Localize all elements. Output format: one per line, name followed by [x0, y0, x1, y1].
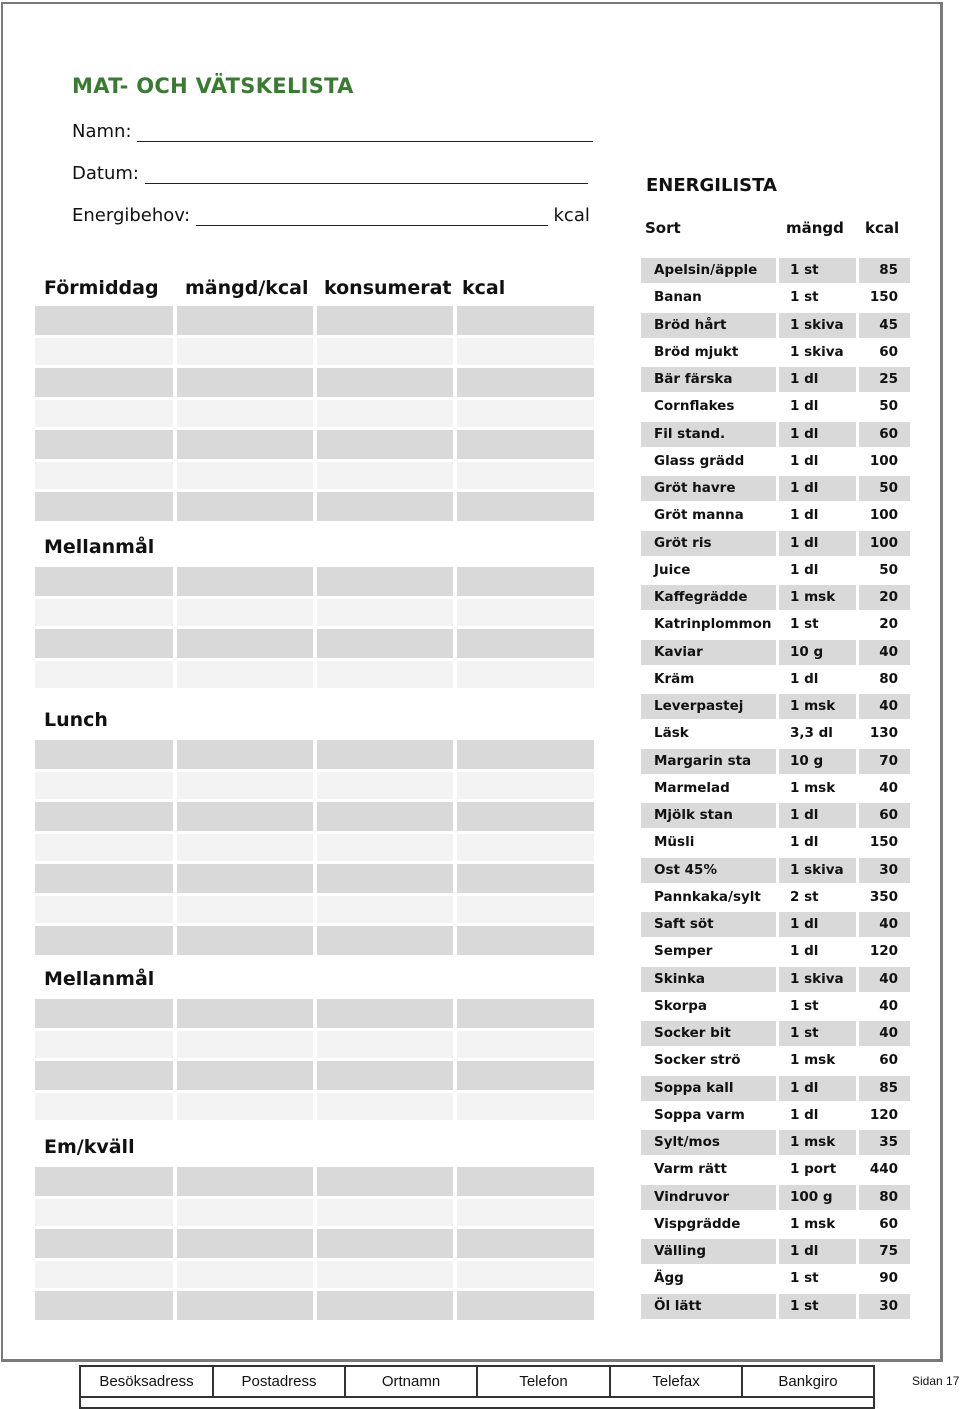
meal-consumed-cell[interactable] — [317, 926, 453, 955]
meal-amount-cell[interactable] — [177, 1199, 313, 1226]
energilista-kcal-cell: 350 — [869, 888, 898, 905]
footer-besoksadress: Besöksadress — [81, 1367, 214, 1397]
meal-item-cell[interactable] — [35, 999, 173, 1028]
meal-amount-cell[interactable] — [177, 1167, 313, 1196]
energilista-kcal-cell: 90 — [879, 1270, 898, 1287]
energilista-sort-cell: Soppa varm — [654, 1106, 745, 1123]
meal-kcal-cell[interactable] — [457, 567, 594, 596]
meal-consumed-cell[interactable] — [317, 567, 453, 596]
meal-item-cell[interactable] — [35, 1167, 173, 1196]
energilista-sort-cell: Kaviar — [641, 640, 776, 665]
meal-kcal-cell[interactable] — [457, 1261, 594, 1288]
energilista-sort-cell: Müsli — [654, 834, 695, 851]
meal-amount-cell[interactable] — [177, 492, 313, 521]
meal-item-cell[interactable] — [35, 599, 173, 626]
energilista-sort-cell: Kräm — [654, 670, 695, 687]
meal-amount-cell[interactable] — [177, 629, 313, 658]
energilista-sort-cell: Vindruvor — [641, 1185, 776, 1210]
meal-kcal-cell[interactable] — [457, 400, 594, 427]
column-consumed-heading: konsumerat — [324, 277, 452, 299]
energilista-kcal-cell: 50 — [879, 398, 898, 415]
energilista-mangd-cell: 1 skiva — [790, 343, 844, 360]
meal-kcal-cell[interactable] — [457, 599, 594, 626]
energilista-mangd-cell: 1 msk — [779, 1130, 856, 1155]
energilista-kcal-cell: 70 — [859, 749, 910, 774]
energilista-sort-cell: Leverpastej — [641, 694, 776, 719]
energilista-sort-cell: Pannkaka/sylt — [654, 888, 761, 905]
energilista-sort-cell: Läsk — [654, 725, 689, 742]
date-field[interactable] — [72, 163, 588, 184]
meal-item-cell[interactable] — [35, 802, 173, 831]
meal-item-cell[interactable] — [35, 926, 173, 955]
meal-amount-cell[interactable] — [177, 306, 313, 335]
meal-consumed-cell[interactable] — [317, 802, 453, 831]
energilista-kcal-cell: 120 — [869, 943, 898, 960]
meal-consumed-cell[interactable] — [317, 492, 453, 521]
energilista-kcal-cell: 80 — [879, 670, 898, 687]
energilista-kcal-cell: 40 — [879, 779, 898, 796]
form-title: MAT- OCH VÄTSKELISTA — [72, 74, 354, 98]
energilista-mangd-cell: 1 dl — [790, 398, 819, 415]
meal-item-cell[interactable] — [35, 1199, 173, 1226]
energilista-kcal-cell: 100 — [869, 452, 898, 469]
meal-amount-cell[interactable] — [177, 1261, 313, 1288]
energilista-sort-cell: Bär färska — [641, 367, 776, 392]
meal-item-cell[interactable] — [35, 1093, 173, 1120]
meal-heading-em-kvall: Em/kväll — [44, 1136, 135, 1158]
energilista-mangd-cell: 1 msk — [790, 1052, 836, 1069]
meal-amount-cell[interactable] — [177, 1031, 313, 1058]
energilista-kcal-cell: 40 — [859, 640, 910, 665]
energilista-mangd-cell: 1 st — [779, 258, 856, 283]
meal-item-cell[interactable] — [35, 1291, 173, 1320]
meal-kcal-cell[interactable] — [457, 306, 594, 335]
energilista-sort-cell: Banan — [654, 289, 702, 306]
energilista-mangd-cell: 100 g — [779, 1185, 856, 1210]
energilista-kcal-cell: 60 — [879, 343, 898, 360]
energilista-kcal-cell: 440 — [869, 1161, 898, 1178]
energilista-kcal-cell: 40 — [859, 694, 910, 719]
meal-consumed-cell[interactable] — [317, 1229, 453, 1258]
energilista-mangd-cell: 1 dl — [779, 1239, 856, 1264]
energilista-kcal-cell: 75 — [859, 1239, 910, 1264]
energilista-kcal-cell: 150 — [869, 834, 898, 851]
energilista-kcal-cell: 85 — [859, 1076, 910, 1101]
meal-kcal-cell[interactable] — [457, 430, 594, 459]
energilista-mangd-cell: 10 g — [779, 640, 856, 665]
meal-kcal-cell[interactable] — [457, 772, 594, 799]
meal-amount-cell[interactable] — [177, 400, 313, 427]
energilista-kcal-cell: 100 — [859, 531, 910, 556]
energilista-mangd-cell: 1 st — [790, 289, 819, 306]
footer-bankgiro: Bankgiro — [778, 1373, 838, 1390]
energilista-sort-cell: Sylt/mos — [641, 1130, 776, 1155]
meal-item-cell[interactable] — [35, 462, 173, 489]
energilista-kcal-cell: 85 — [859, 258, 910, 283]
energilista-mangd-cell: 1 dl — [779, 367, 856, 392]
energilista-sort-cell: Gröt manna — [654, 507, 744, 524]
energilista-kcal-cell: 20 — [879, 616, 898, 633]
energilista-sort-cell: Socker strö — [654, 1052, 741, 1069]
meal-item-cell[interactable] — [35, 306, 173, 335]
energilista-sort-cell: Juice — [654, 561, 691, 578]
meal-consumed-cell[interactable] — [317, 1261, 453, 1288]
energilista-sort-cell: Katrinplommon — [654, 616, 772, 633]
meal-consumed-cell[interactable] — [317, 1199, 453, 1226]
energilista-title: ENERGILISTA — [646, 175, 777, 196]
meal-amount-cell[interactable] — [177, 338, 313, 365]
meal-consumed-cell[interactable] — [317, 999, 453, 1028]
column-amount-heading: mängd/kcal — [185, 277, 309, 299]
energilista-sort-cell: Bröd hårt — [641, 313, 776, 338]
energilista-kcal-cell: 150 — [869, 289, 898, 306]
meal-consumed-cell[interactable] — [317, 306, 453, 335]
meal-kcal-cell[interactable] — [457, 462, 594, 489]
meal-amount-cell[interactable] — [177, 834, 313, 861]
page-number: Sidan 17 — [912, 1374, 960, 1388]
energilista-sort-cell: Gröt havre — [641, 476, 776, 501]
energilista-kcal-cell: 20 — [859, 585, 910, 610]
energilista-sort-cell: Öl lätt — [641, 1294, 776, 1319]
meal-consumed-cell[interactable] — [317, 629, 453, 658]
meal-kcal-cell[interactable] — [457, 1093, 594, 1120]
meal-consumed-cell[interactable] — [317, 864, 453, 893]
meal-consumed-cell[interactable] — [317, 1167, 453, 1196]
energilista-mangd-cell: 1 dl — [779, 803, 856, 828]
meal-amount-cell[interactable] — [177, 661, 313, 688]
meal-consumed-cell[interactable] — [317, 1031, 453, 1058]
energy-need-field[interactable] — [72, 205, 590, 226]
meal-kcal-cell[interactable] — [457, 896, 594, 923]
energilista-kcal-cell: 45 — [859, 313, 910, 338]
meal-kcal-cell[interactable] — [457, 1167, 594, 1196]
energilista-sort-cell: Semper — [654, 943, 713, 960]
energilista-header-kcal: kcal — [865, 219, 900, 237]
energilista-sort-cell: Bröd mjukt — [654, 343, 739, 360]
meal-kcal-cell[interactable] — [457, 492, 594, 521]
meal-amount-cell[interactable] — [177, 1061, 313, 1090]
footer-telefax: Telefax — [611, 1367, 743, 1397]
meal-consumed-cell[interactable] — [317, 1093, 453, 1120]
energilista-sort-cell: Skorpa — [654, 997, 708, 1014]
energilista-kcal-cell: 40 — [859, 1021, 910, 1046]
energilista-kcal-cell: 80 — [859, 1185, 910, 1210]
meal-kcal-cell[interactable] — [457, 1199, 594, 1226]
date-line[interactable] — [145, 165, 588, 184]
date-label: Datum: — [72, 163, 139, 184]
meal-kcal-cell[interactable] — [457, 1229, 594, 1258]
meal-item-cell[interactable] — [35, 430, 173, 459]
meal-amount-cell[interactable] — [177, 1229, 313, 1258]
meal-kcal-cell[interactable] — [457, 999, 594, 1028]
energilista-sort-cell: Marmelad — [654, 779, 730, 796]
energilista-sort-cell: Mjölk stan — [641, 803, 776, 828]
energilista-kcal-cell: 60 — [879, 1052, 898, 1069]
meal-amount-cell[interactable] — [177, 926, 313, 955]
energilista-mangd-cell: 1 st — [779, 1021, 856, 1046]
energilista-kcal-cell: 60 — [879, 1215, 898, 1232]
meal-consumed-cell[interactable] — [317, 772, 453, 799]
energilista-kcal-cell: 60 — [859, 803, 910, 828]
meal-amount-cell[interactable] — [177, 864, 313, 893]
meal-amount-cell[interactable] — [177, 896, 313, 923]
energilista-sort-cell: Margarin sta — [641, 749, 776, 774]
energilista-kcal-cell: 60 — [859, 422, 910, 447]
meal-consumed-cell[interactable] — [317, 368, 453, 397]
meal-kcal-cell[interactable] — [457, 834, 594, 861]
energilista-kcal-cell: 25 — [859, 367, 910, 392]
footer-telefon: Telefon — [478, 1367, 611, 1397]
energilista-mangd-cell: 2 st — [790, 888, 819, 905]
energilista-mangd-cell: 1 msk — [779, 694, 856, 719]
meal-kcal-cell[interactable] — [457, 661, 594, 688]
energilista-kcal-cell: 50 — [859, 476, 910, 501]
meal-item-cell[interactable] — [35, 1061, 173, 1090]
energy-need-unit: kcal — [553, 205, 590, 226]
meal-kcal-cell[interactable] — [457, 629, 594, 658]
energilista-sort-cell: Vispgrädde — [654, 1215, 741, 1232]
energilista-mangd-cell: 1 skiva — [779, 967, 856, 992]
meal-amount-cell[interactable] — [177, 999, 313, 1028]
meal-item-cell[interactable] — [35, 492, 173, 521]
meal-item-cell[interactable] — [35, 368, 173, 397]
meal-kcal-cell[interactable] — [457, 1061, 594, 1090]
meal-item-cell[interactable] — [35, 896, 173, 923]
meal-consumed-cell[interactable] — [317, 740, 453, 769]
meal-item-cell[interactable] — [35, 834, 173, 861]
meal-kcal-cell[interactable] — [457, 338, 594, 365]
energilista-mangd-cell: 1 msk — [790, 779, 836, 796]
energilista-mangd-cell: 1 skiva — [779, 313, 856, 338]
meal-amount-cell[interactable] — [177, 567, 313, 596]
energilista-mangd-cell: 1 dl — [779, 912, 856, 937]
footer-ortnamn: Ortnamn — [346, 1367, 478, 1397]
meal-amount-cell[interactable] — [177, 802, 313, 831]
meal-kcal-cell[interactable] — [457, 740, 594, 769]
energilista-mangd-cell: 1 dl — [790, 943, 819, 960]
meal-amount-cell[interactable] — [177, 430, 313, 459]
meal-item-cell[interactable] — [35, 400, 173, 427]
energilista-sort-cell: Ost 45% — [641, 858, 776, 883]
energilista-sort-cell: Varm rätt — [654, 1161, 727, 1178]
meal-consumed-cell[interactable] — [317, 834, 453, 861]
energilista-header-mangd: mängd — [786, 219, 844, 237]
energilista-mangd-cell: 1 dl — [779, 476, 856, 501]
name-label: Namn: — [72, 121, 132, 142]
energilista-kcal-cell: 120 — [869, 1106, 898, 1123]
meal-kcal-cell[interactable] — [457, 864, 594, 893]
energilista-mangd-cell: 1 st — [790, 616, 819, 633]
energilista-mangd-cell: 1 msk — [779, 585, 856, 610]
meal-amount-cell[interactable] — [177, 368, 313, 397]
meal-item-cell[interactable] — [35, 629, 173, 658]
energilista-mangd-cell: 1 port — [790, 1161, 837, 1178]
meal-amount-cell[interactable] — [177, 772, 313, 799]
meal-amount-cell[interactable] — [177, 1093, 313, 1120]
energilista-mangd-cell: 1 st — [790, 1270, 819, 1287]
energilista-kcal-cell: 30 — [859, 1294, 910, 1319]
meal-heading-lunch: Lunch — [44, 709, 108, 731]
footer-postadress: Postadress — [214, 1367, 346, 1397]
energilista-mangd-cell: 1 skiva — [779, 858, 856, 883]
meal-item-cell[interactable] — [35, 1031, 173, 1058]
meal-kcal-cell[interactable] — [457, 926, 594, 955]
meal-heading-mellanmal-2: Mellanmål — [44, 968, 155, 990]
meal-item-cell[interactable] — [35, 338, 173, 365]
energilista-mangd-cell: 1 st — [779, 1294, 856, 1319]
energy-need-label: Energibehov: — [72, 205, 191, 226]
meal-amount-cell[interactable] — [177, 462, 313, 489]
energilista-mangd-cell: 1 dl — [790, 561, 819, 578]
meal-heading-mellanmal-1: Mellanmål — [44, 536, 155, 558]
meal-item-cell[interactable] — [35, 772, 173, 799]
energilista-header-sort: Sort — [645, 219, 681, 237]
meal-item-cell[interactable] — [35, 567, 173, 596]
energilista-kcal-cell: 130 — [869, 725, 898, 742]
energilista-kcal-cell: 30 — [859, 858, 910, 883]
meal-amount-cell[interactable] — [177, 599, 313, 626]
meal-consumed-cell[interactable] — [317, 462, 453, 489]
energilista-sort-cell: Skinka — [641, 967, 776, 992]
energilista-sort-cell: Välling — [641, 1239, 776, 1264]
name-line[interactable] — [137, 123, 593, 142]
energy-need-line[interactable] — [196, 207, 548, 226]
meal-consumed-cell[interactable] — [317, 338, 453, 365]
energilista-kcal-cell: 50 — [879, 561, 898, 578]
energilista-kcal-cell: 40 — [859, 967, 910, 992]
meal-consumed-cell[interactable] — [317, 896, 453, 923]
name-field[interactable] — [72, 121, 593, 142]
meal-item-cell[interactable] — [35, 740, 173, 769]
energilista-kcal-cell: 100 — [869, 507, 898, 524]
energilista-kcal-cell: 40 — [859, 912, 910, 937]
energilista-mangd-cell: 1 dl — [790, 507, 819, 524]
meal-amount-cell[interactable] — [177, 740, 313, 769]
energilista-mangd-cell: 1 dl — [779, 1076, 856, 1101]
meal-item-cell[interactable] — [35, 661, 173, 688]
meal-consumed-cell[interactable] — [317, 400, 453, 427]
meal-kcal-cell[interactable] — [457, 368, 594, 397]
meal-consumed-cell[interactable] — [317, 430, 453, 459]
meal-item-cell[interactable] — [35, 1261, 173, 1288]
meal-consumed-cell[interactable] — [317, 1291, 453, 1320]
energilista-sort-cell: Apelsin/äpple — [641, 258, 776, 283]
energilista-sort-cell: Kaffegrädde — [641, 585, 776, 610]
energilista-sort-cell: Cornflakes — [654, 398, 735, 415]
energilista-sort-cell: Gröt ris — [641, 531, 776, 556]
column-kcal-heading: kcal — [462, 277, 506, 299]
energilista-mangd-cell: 10 g — [779, 749, 856, 774]
energilista-sort-cell: Fil stand. — [641, 422, 776, 447]
meal-kcal-cell[interactable] — [457, 802, 594, 831]
energilista-sort-cell: Socker bit — [641, 1021, 776, 1046]
energilista-mangd-cell: 1 dl — [790, 1106, 819, 1123]
energilista-sort-cell: Saft söt — [641, 912, 776, 937]
meal-amount-cell[interactable] — [177, 1291, 313, 1320]
meal-item-cell[interactable] — [35, 1229, 173, 1258]
energilista-mangd-cell: 1 msk — [790, 1215, 836, 1232]
meal-kcal-cell[interactable] — [457, 1291, 594, 1320]
energilista-mangd-cell: 1 dl — [790, 834, 819, 851]
footer-table — [79, 1365, 875, 1409]
energilista-mangd-cell: 1 dl — [790, 452, 819, 469]
energilista-mangd-cell: 1 dl — [779, 422, 856, 447]
energilista-kcal-cell: 40 — [879, 997, 898, 1014]
energilista-sort-cell: Glass grädd — [654, 452, 745, 469]
energilista-sort-cell: Ägg — [654, 1270, 684, 1287]
energilista-mangd-cell: 3,3 dl — [790, 725, 833, 742]
meal-item-cell[interactable] — [35, 864, 173, 893]
energilista-kcal-cell: 35 — [859, 1130, 910, 1155]
energilista-sort-cell: Soppa kall — [641, 1076, 776, 1101]
energilista-mangd-cell: 1 dl — [790, 670, 819, 687]
energilista-mangd-cell: 1 st — [790, 997, 819, 1014]
meal-consumed-cell[interactable] — [317, 661, 453, 688]
meal-consumed-cell[interactable] — [317, 599, 453, 626]
energilista-mangd-cell: 1 dl — [779, 531, 856, 556]
meal-kcal-cell[interactable] — [457, 1031, 594, 1058]
meal-consumed-cell[interactable] — [317, 1061, 453, 1090]
meal-heading-formiddag: Förmiddag — [44, 277, 159, 299]
